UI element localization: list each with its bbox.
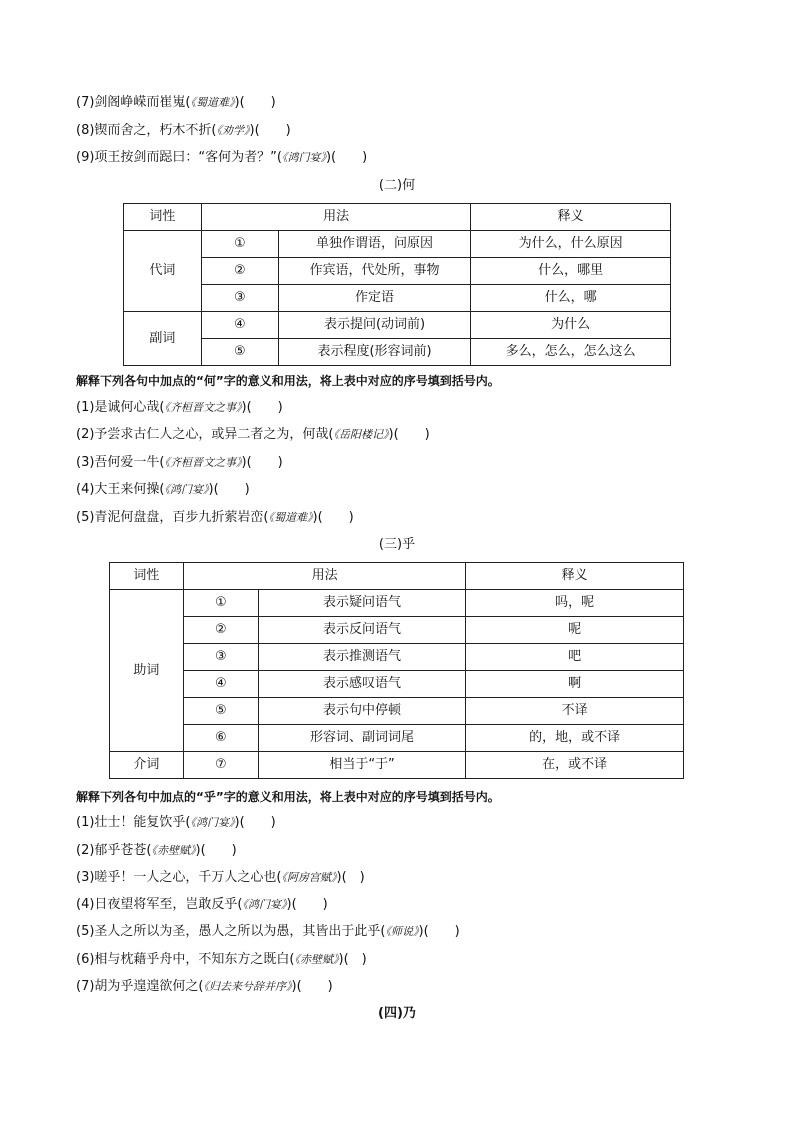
usage-cell: 作宾语，代处所，事物 <box>278 258 471 285</box>
exercise-line: (1)是诚何心哉(《齐桓晋文之事》)( ) <box>76 400 283 415</box>
answer-blank[interactable]: )( ) <box>336 870 365 885</box>
source-title: 《鸿门宴》 <box>242 898 287 911</box>
usage-cell: 单独作谓语，问原因 <box>278 231 471 258</box>
header-cell: 用法 <box>183 563 466 590</box>
usage-cell: 表示感叹语气 <box>258 671 466 698</box>
source-title: 《劝学》 <box>216 124 250 137</box>
exercise-line: (5)圣人之所以为圣，愚人之所以为愚，其皆出于此乎(《师说》)( ) <box>76 924 460 939</box>
meaning-cell: 吧 <box>466 644 684 671</box>
table-row <box>110 590 684 617</box>
exercise-line: (5)青泥何盘盘，百步九折萦岩峦(《蜀道难》)( ) <box>76 510 354 525</box>
exercise-line: (1)壮士！能复饮乎(《鸿门宴》)( ) <box>76 815 276 830</box>
exercise-line: (3)嗟乎！一人之心，千万人之心也(《阿房宫赋》)( ) <box>76 870 365 885</box>
table-row <box>110 671 684 698</box>
section-title-hu: (三)乎 <box>378 537 416 552</box>
source-title: 《赤壁赋》 <box>294 953 339 966</box>
source-title: 《齐桓晋文之事》 <box>164 456 242 469</box>
meaning-cell: 什么，哪里 <box>471 258 671 285</box>
num-cell: ① <box>183 590 258 617</box>
exercise-line: (7)剑阁峥嵘而崔嵬(《蜀道难》)( ) <box>76 95 276 110</box>
usage-cell: 表示程度(形容词前) <box>278 339 471 366</box>
answer-blank[interactable]: )( ) <box>241 400 283 415</box>
answer-blank[interactable]: )( ) <box>338 952 367 967</box>
pos-cell: 副词 <box>124 312 202 366</box>
source-title: 《鸿门宴》 <box>281 151 326 164</box>
source-title: 《鸿门宴》 <box>190 816 235 829</box>
answer-blank[interactable]: )( ) <box>208 482 250 497</box>
exercise-line: (4)大王来何操(《鸿门宴》)( ) <box>76 482 250 497</box>
exercise-line: (3)吾何爱一牛(《齐桓晋文之事》)( ) <box>76 455 283 470</box>
meaning-cell: 为什么 <box>471 312 671 339</box>
table-row <box>124 258 671 285</box>
num-cell: ③ <box>183 644 258 671</box>
answer-blank[interactable]: )( ) <box>195 843 237 858</box>
answer-blank[interactable]: )( ) <box>286 897 328 912</box>
answer-blank[interactable]: )( ) <box>418 924 460 939</box>
answer-blank[interactable]: )( ) <box>291 979 333 994</box>
exercise-line: (9)项王按剑而跽曰：“客何为者？”(《鸿门宴》)( ) <box>76 150 368 165</box>
section-title-nai: (四)乃 <box>378 1006 416 1021</box>
num-cell: ④ <box>183 671 258 698</box>
table-row <box>110 644 684 671</box>
section-title-he: (二)何 <box>378 178 416 193</box>
exercise-line: (2)郁乎苍苍(《赤壁赋》)( ) <box>76 843 237 858</box>
answer-blank[interactable]: )( ) <box>312 510 354 525</box>
num-cell: ① <box>201 231 278 258</box>
meaning-cell: 什么，哪 <box>471 285 671 312</box>
meaning-cell: 的，地，或不译 <box>466 725 684 752</box>
instruction-he: 解释下列各句中加点的“何”字的意义和用法，将上表中对应的序号填到括号内。 <box>76 374 500 388</box>
usage-cell: 表示反问语气 <box>258 617 466 644</box>
num-cell: ② <box>183 617 258 644</box>
table-header-row <box>124 204 671 231</box>
num-cell: ⑦ <box>183 752 258 779</box>
header-cell: 词性 <box>110 563 184 590</box>
answer-blank[interactable]: )( ) <box>249 123 291 138</box>
meaning-cell: 啊 <box>466 671 684 698</box>
pos-cell: 介词 <box>110 752 184 779</box>
header-cell: 释义 <box>471 204 671 231</box>
source-title: 《齐桓晋文之事》 <box>164 401 242 414</box>
meaning-cell: 为什么，什么原因 <box>471 231 671 258</box>
table-row <box>124 285 671 312</box>
exercise-line: (4)日夜望将军至，岂敢反乎(《鸿门宴》)( ) <box>76 897 328 912</box>
table-row <box>110 698 684 725</box>
pos-cell: 助词 <box>110 590 184 752</box>
exercise-line: (7)胡为乎遑遑欲何之(《归去来兮辞并序》)( ) <box>76 979 333 994</box>
usage-cell: 形容词、副词词尾 <box>258 725 466 752</box>
num-cell: ④ <box>201 312 278 339</box>
header-cell: 释义 <box>466 563 684 590</box>
usage-cell: 作定语 <box>278 285 471 312</box>
table-header-row <box>110 563 684 590</box>
num-cell: ② <box>201 258 278 285</box>
num-cell: ③ <box>201 285 278 312</box>
table-row <box>124 339 671 366</box>
source-title: 《师说》 <box>385 925 419 938</box>
source-title: 《赤壁赋》 <box>151 844 196 857</box>
exercise-line: (2)予尝求古仁人之心，或异二者之为，何哉(《岳阳楼记》)( ) <box>76 427 430 442</box>
meaning-cell: 不译 <box>466 698 684 725</box>
num-cell: ⑤ <box>201 339 278 366</box>
source-title: 《鸿门宴》 <box>164 483 209 496</box>
answer-blank[interactable]: )( ) <box>234 815 276 830</box>
source-title: 《归去来兮辞并序》 <box>203 980 292 993</box>
usage-cell: 表示疑问语气 <box>258 590 466 617</box>
table-row <box>110 752 684 779</box>
header-cell: 词性 <box>124 204 202 231</box>
usage-cell: 表示句中停顿 <box>258 698 466 725</box>
answer-blank[interactable]: )( ) <box>325 150 368 165</box>
source-title: 《岳阳楼记》 <box>333 428 389 441</box>
table-row <box>124 312 671 339</box>
usage-table-hu <box>109 562 684 779</box>
usage-cell: 相当于“于” <box>258 752 466 779</box>
exercise-line: (8)锲而舍之，朽木不折(《劝学》)( ) <box>76 123 291 138</box>
meaning-cell: 在，或不译 <box>466 752 684 779</box>
meaning-cell: 多么，怎么，怎么这么 <box>471 339 671 366</box>
instruction-hu: 解释下列各句中加点的“乎”字的意义和用法，将上表中对应的序号填到括号内。 <box>76 790 500 804</box>
usage-cell: 表示推测语气 <box>258 644 466 671</box>
usage-table-he <box>123 203 671 366</box>
source-title: 《蜀道难》 <box>268 511 313 524</box>
source-title: 《蜀道难》 <box>190 96 235 109</box>
source-title: 《阿房宫赋》 <box>281 871 337 884</box>
table-row <box>110 617 684 644</box>
num-cell: ⑤ <box>183 698 258 725</box>
table-row <box>124 231 671 258</box>
answer-blank[interactable]: )( ) <box>234 95 276 110</box>
meaning-cell: 吗，呢 <box>466 590 684 617</box>
header-cell: 用法 <box>201 204 471 231</box>
answer-blank[interactable]: )( ) <box>241 455 283 470</box>
pos-cell: 代词 <box>124 231 202 312</box>
answer-blank[interactable]: )( ) <box>388 427 430 442</box>
exercise-line: (6)相与枕藉乎舟中，不知东方之既白(《赤壁赋》)( ) <box>76 952 367 967</box>
num-cell: ⑥ <box>183 725 258 752</box>
usage-cell: 表示提问(动词前) <box>278 312 471 339</box>
meaning-cell: 呢 <box>466 617 684 644</box>
table-row <box>110 725 684 752</box>
